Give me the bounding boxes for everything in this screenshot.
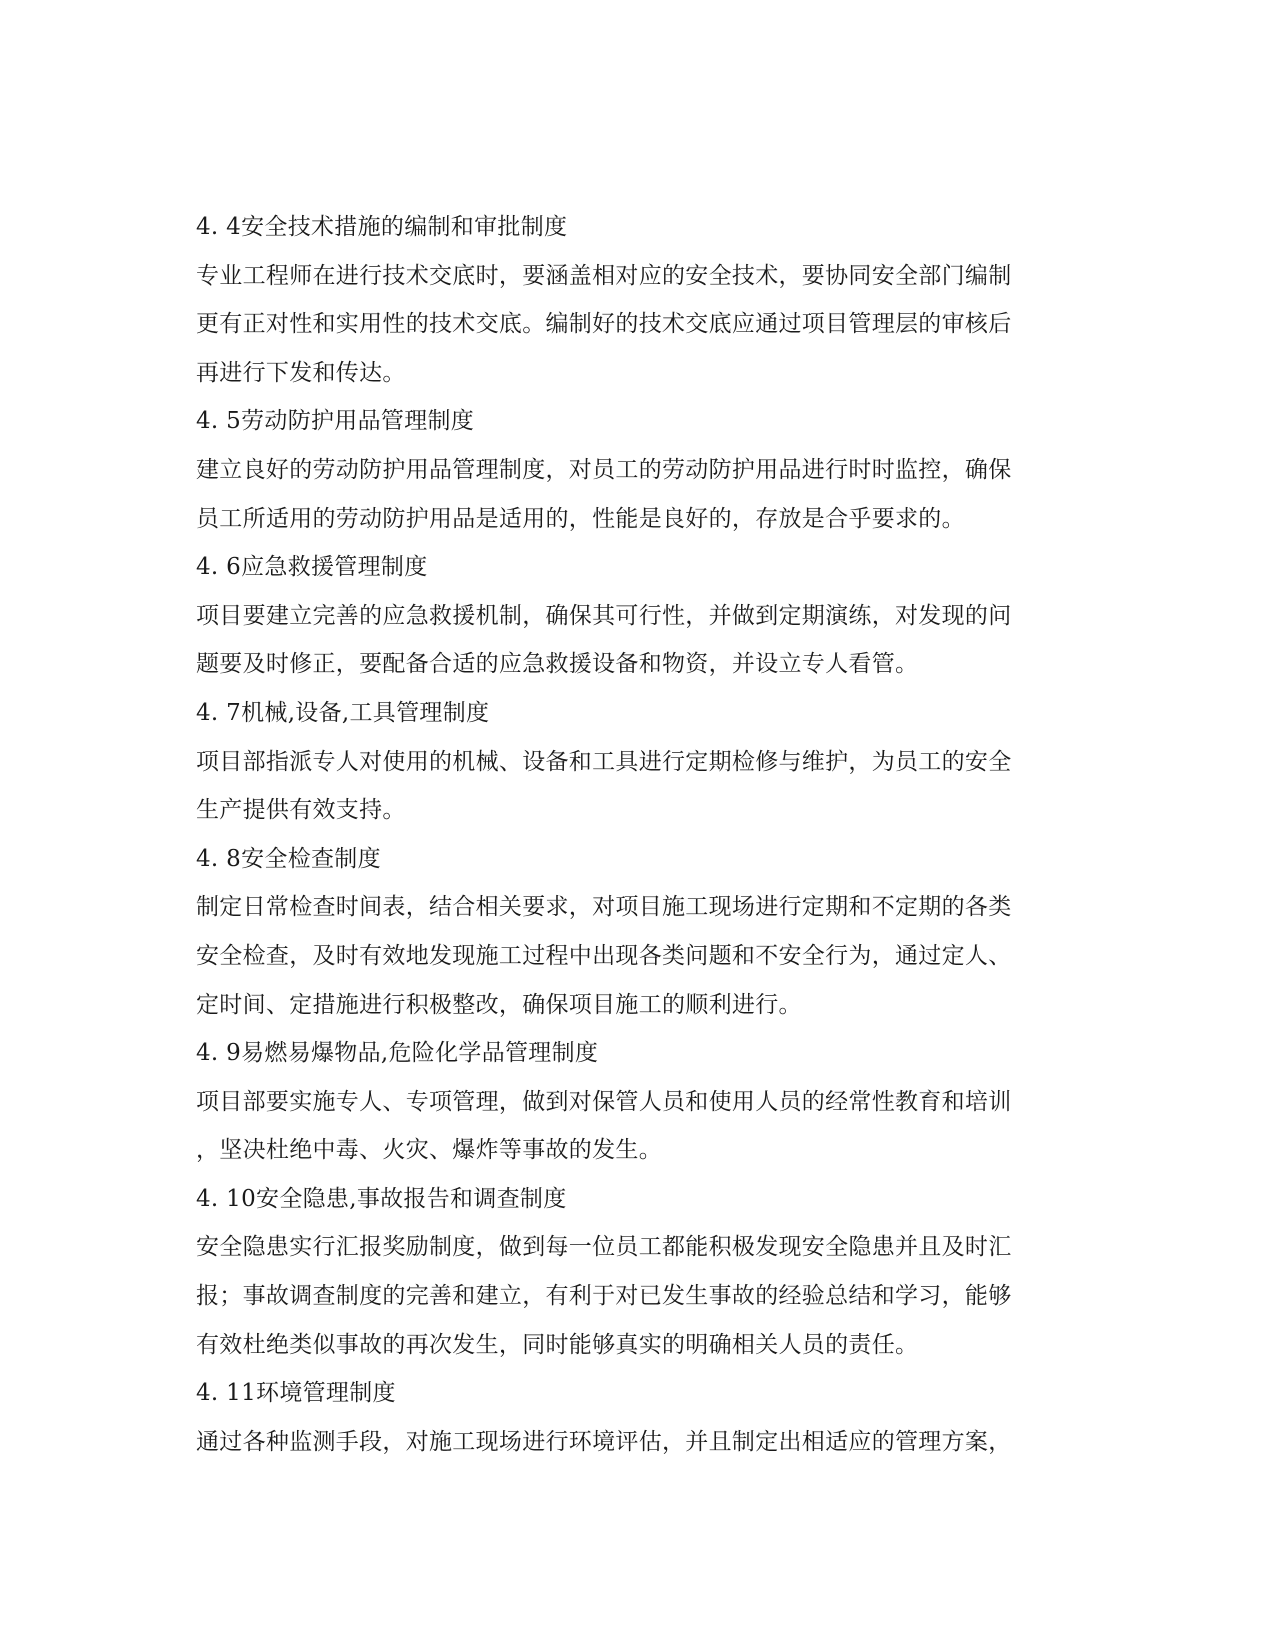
paragraph-line: 建立良好的劳动防护用品管理制度，对员工的劳动防护用品进行时时监控，确保	[196, 456, 1012, 483]
section-heading-4-10: 4. 10安全隐患,事故报告和调查制度	[196, 1185, 567, 1212]
document-body	[196, 203, 1076, 1466]
paragraph-line: 专业工程师在进行技术交底时，要涵盖相对应的安全技术，要协同安全部门编制	[196, 262, 1012, 289]
section-heading-4-11: 4. 11环境管理制度	[196, 1380, 396, 1407]
paragraph-line: 题要及时修正，要配备合适的应急救援设备和物资，并设立专人看管。	[196, 651, 919, 678]
paragraph-line: 安全检查，及时有效地发现施工过程中出现各类问题和不安全行为，通过定人、	[196, 942, 1012, 969]
paragraph-line: 定时间、定措施进行积极整改，确保项目施工的顺利进行。	[196, 991, 802, 1018]
paragraph-line: 项目要建立完善的应急救援机制，确保其可行性，并做到定期演练，对发现的问	[196, 602, 1012, 629]
paragraph-line: 项目部指派专人对使用的机械、设备和工具进行定期检修与维护，为员工的安全	[196, 748, 1012, 775]
paragraph-line: 项目部要实施专人、专项管理，做到对保管人员和使用人员的经常性教育和培训	[196, 1088, 1012, 1115]
section-heading-4-8: 4. 8安全检查制度	[196, 845, 381, 872]
paragraph-line: 生产提供有效支持。	[196, 797, 406, 824]
section-heading-4-9: 4. 9易燃易爆物品,危险化学品管理制度	[196, 1040, 599, 1067]
paragraph-line: 再进行下发和传达。	[196, 359, 406, 386]
paragraph-line: 更有正对性和实用性的技术交底。编制好的技术交底应通过项目管理层的审核后	[196, 311, 1012, 338]
paragraph-line: 报；事故调查制度的完善和建立，有利于对已发生事故的经验总结和学习，能够	[196, 1283, 1012, 1310]
section-heading-4-6: 4. 6应急救援管理制度	[196, 554, 428, 581]
paragraph-line: 有效杜绝类似事故的再次发生，同时能够真实的明确相关人员的责任。	[196, 1331, 919, 1358]
section-heading-4-4: 4. 4安全技术措施的编制和审批制度	[196, 214, 568, 240]
paragraph-line: 通过各种监测手段，对施工现场进行环境评估，并且制定出相适应的管理方案，	[196, 1428, 1012, 1455]
paragraph-line: 安全隐患实行汇报奖励制度，做到每一位员工都能积极发现安全隐患并且及时汇	[196, 1234, 1012, 1261]
paragraph-line: 员工所适用的劳动防护用品是适用的，性能是良好的，存放是合乎要求的。	[196, 505, 965, 532]
section-heading-4-5: 4. 5劳动防护用品管理制度	[196, 408, 475, 435]
paragraph-line: 制定日常检查时间表，结合相关要求，对项目施工现场进行定期和不定期的各类	[196, 894, 1012, 921]
section-heading-4-7: 4. 7机械,设备,工具管理制度	[196, 699, 490, 726]
paragraph-line: ，坚决杜绝中毒、火灾、爆炸等事故的发生。	[196, 1137, 662, 1164]
